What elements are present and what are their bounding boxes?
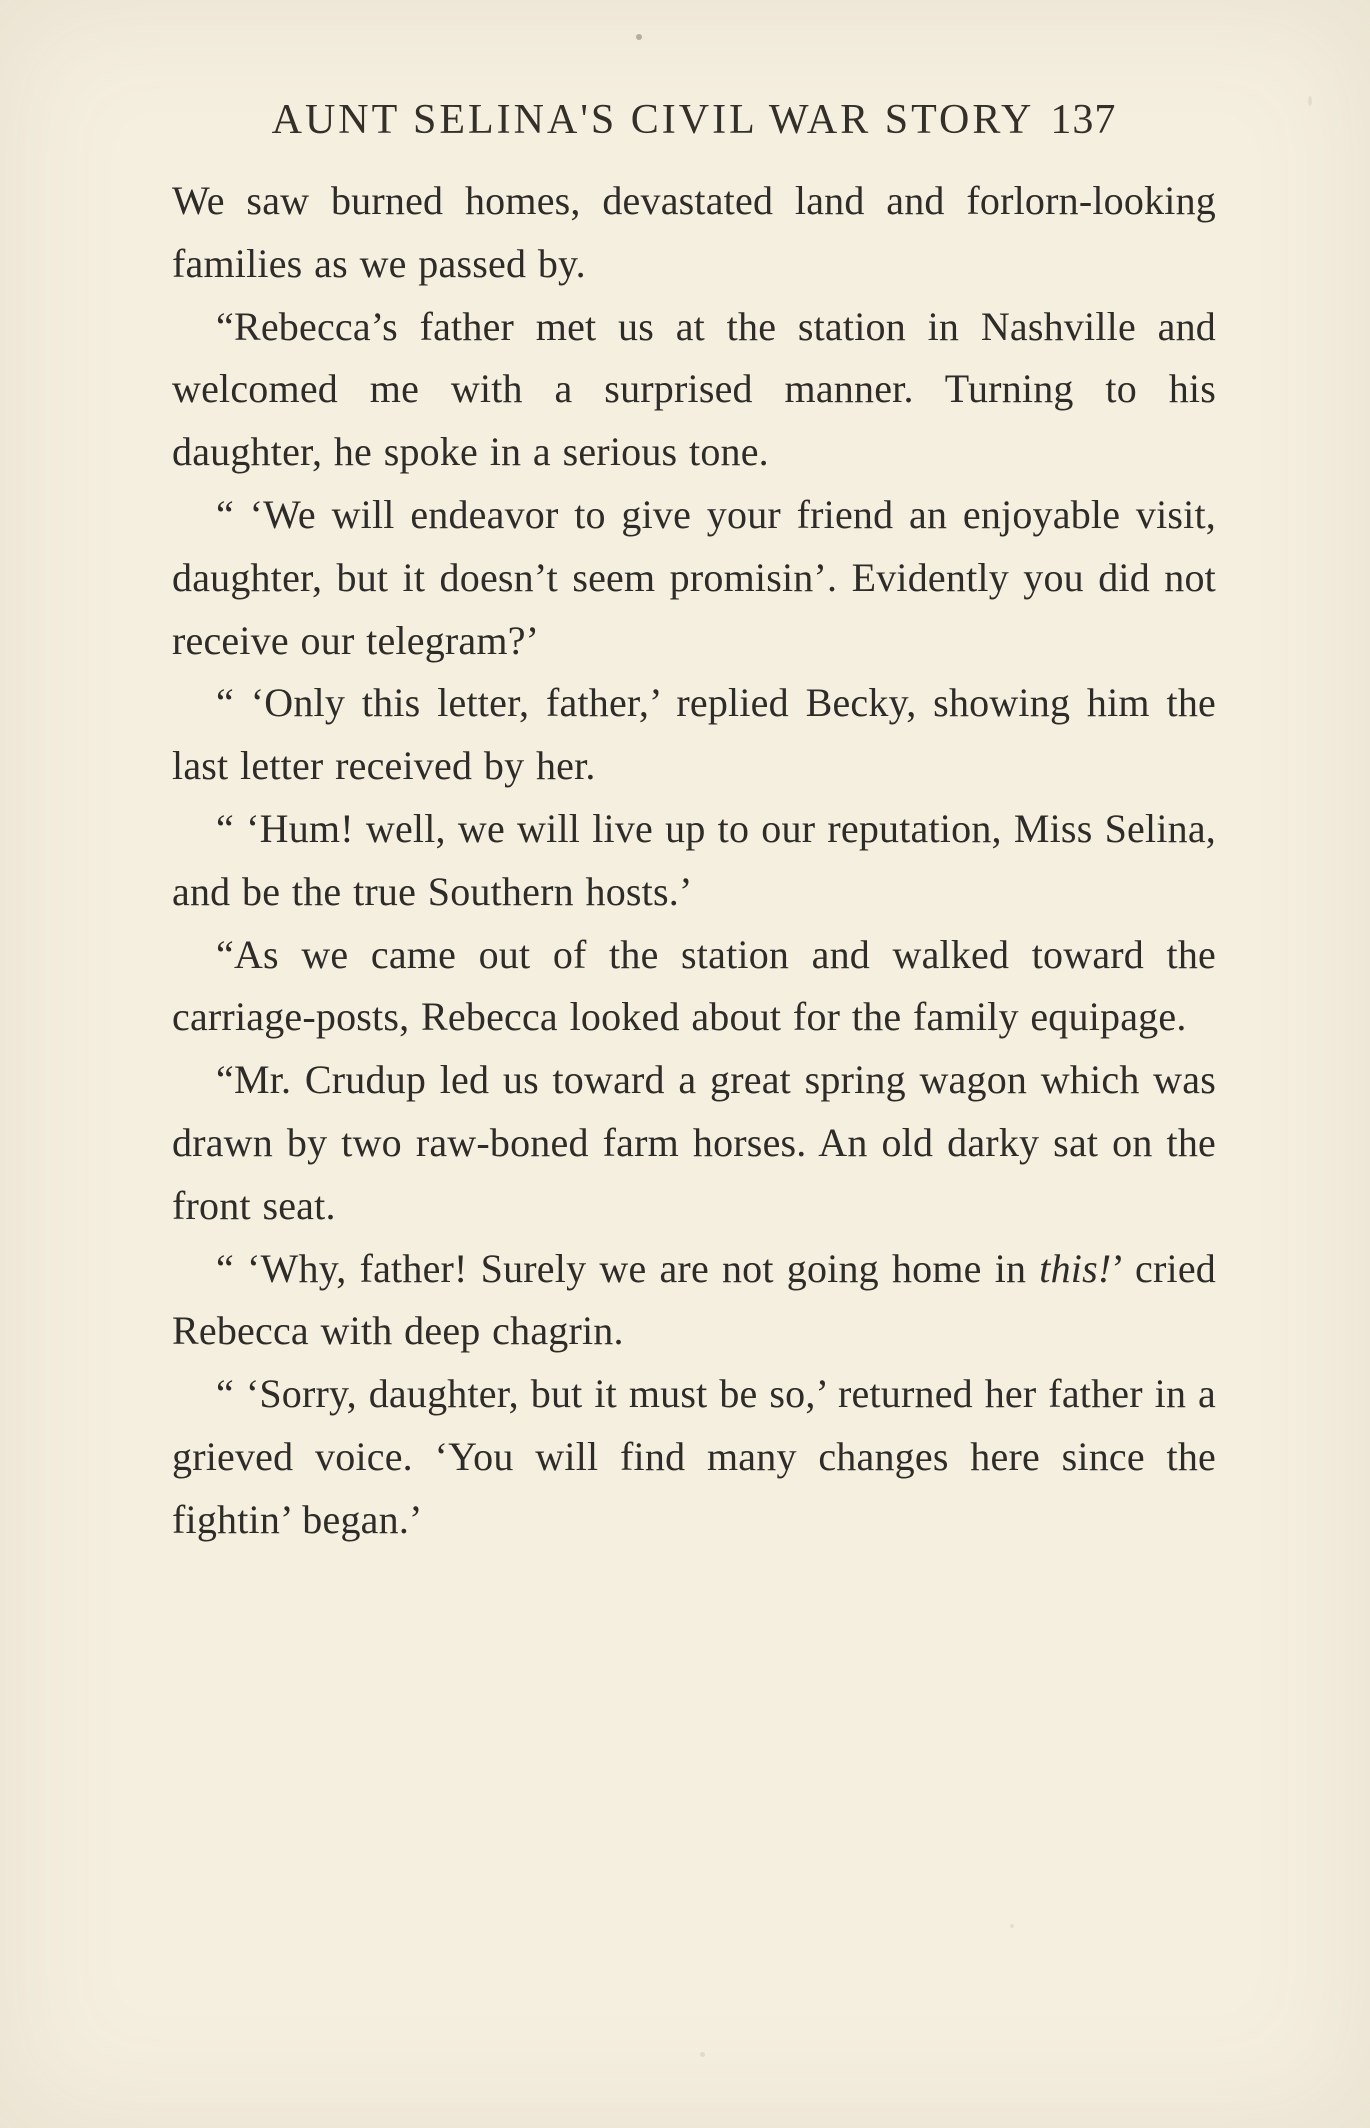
scan-artifact [700, 2052, 705, 2057]
page-body [172, 170, 1216, 1552]
text-segment: “ ‘Only this letter, father,’ replied Becky, showing him the last letter received by her. [172, 680, 1216, 789]
text-segment: “ ‘Why, father! Surely we are not going home in [216, 1245, 1040, 1291]
scan-artifact [1010, 1924, 1014, 1928]
page-header [172, 96, 1216, 144]
italic-text-segment: this! [1039, 1245, 1112, 1291]
text-segment: “As we came out of the station and walked toward the carriage-posts, Rebecca looked about for the family equipage. [172, 931, 1216, 1040]
text-segment: ’ cried Rebecca with deep chagrin. [172, 1245, 1216, 1354]
text-column [172, 96, 1216, 1552]
text-segment: “Mr. Crudup led us toward a great spring wagon which was drawn by two raw-boned farm horses. An old darky sat on the front seat. [172, 1057, 1216, 1228]
scan-artifact [636, 34, 642, 40]
paragraph [172, 672, 1216, 798]
text-segment: “Rebecca’s father met us at the station in Nashville and welcomed me with a surprised manner. Turning to his daughter, he spoke in a serious tone. [172, 303, 1216, 475]
scan-artifact [1308, 96, 1312, 106]
paragraph [172, 798, 1216, 924]
text-segment: “ ‘Hum! well, we will live up to our reputation, Miss Selina, and be the true Southern hosts.’ [172, 805, 1216, 914]
paragraph [172, 296, 1216, 484]
page-number: 137 [1050, 97, 1117, 143]
paragraph [172, 1363, 1216, 1551]
chapter-title: AUNT SELINA'S CIVIL WAR STORY [271, 97, 1035, 143]
paragraph [172, 170, 1216, 296]
paragraph [172, 484, 1216, 672]
text-segment: We saw burned homes, devastated land and forlorn-looking families as we passed by. [172, 178, 1216, 286]
text-segment: “ ‘Sorry, daughter, but it must be so,’ returned her father in a grieved voice. ‘You will find many changes here since the fightin’ began.’ [172, 1371, 1216, 1542]
paragraph [172, 1049, 1216, 1237]
paragraph [172, 1238, 1216, 1364]
text-segment: “ ‘We will endeavor to give your friend an enjoyable visit, daughter, but it doesn’t seem promisin’. Evidently you did not receive our telegram?’ [172, 491, 1216, 663]
paragraph [172, 924, 1216, 1050]
